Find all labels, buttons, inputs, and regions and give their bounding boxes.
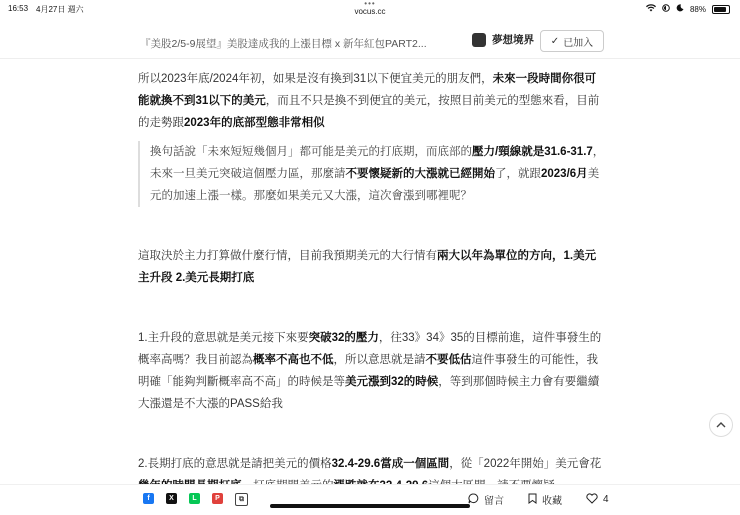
battery-icon: [712, 5, 730, 14]
bold-run: 2023年的底部型態非常相似: [184, 117, 325, 129]
focus-icon: [662, 4, 670, 14]
x-icon[interactable]: X: [166, 493, 177, 504]
article-title[interactable]: 『美股2/5-9展望』美股達成我的上漲目標 x 新年紅包PART2...: [140, 38, 427, 50]
author-block[interactable]: [472, 32, 534, 47]
text-run: 這件事發生的可能性，我明確「能夠判斷概率高不高」的時候是等: [138, 354, 598, 388]
text-run: 了，就跟: [495, 168, 541, 180]
article-body: [138, 68, 606, 497]
bold-run: 不要懷疑新的大漲就已經開始: [345, 168, 495, 180]
bold-run: 32.4-29.6當成一個區間: [331, 458, 450, 470]
url-label[interactable]: vocus.cc: [354, 7, 386, 16]
bold-run: 不要低估: [425, 354, 472, 366]
bookmark-button[interactable]: [528, 492, 562, 507]
status-bar: [0, 0, 740, 18]
battery-percent: 88%: [689, 4, 706, 14]
bottom-action-bar: [0, 484, 740, 515]
plurk-icon[interactable]: P: [212, 493, 223, 504]
comment-button[interactable]: [468, 492, 504, 507]
wifi-icon: [646, 4, 656, 14]
bold-run: 概率不高也不低: [253, 354, 334, 366]
text-run: 這取決於主力打算做什麼行情，目前我預期美元的大行情有: [138, 250, 437, 262]
bookmark-icon: [528, 493, 537, 507]
like-count: 4: [603, 494, 609, 505]
moon-icon: [676, 4, 684, 14]
article-header: [0, 26, 740, 59]
share-icons: [143, 493, 248, 506]
bold-run: 2023/6月: [541, 168, 588, 180]
status-time: 16:53: [8, 4, 29, 13]
text-run: 美元的加速上漲一樣。那麼如果美元又大漲，這次會漲到哪裡呢？: [150, 168, 600, 202]
author-name[interactable]: 夢想境界: [492, 34, 534, 46]
article-actions: [468, 492, 609, 507]
chevron-up-icon: [716, 420, 726, 431]
bold-run: 美元漲到32的時候: [345, 376, 439, 388]
text-run: 所以2023年底/2024年初，如果是沒有換到31以下便宜美元的朋友們，: [138, 73, 493, 85]
copy-link-icon[interactable]: ⧉: [235, 493, 248, 506]
bookmark-label: 收藏: [542, 496, 562, 507]
comment-label: 留言: [484, 496, 504, 507]
facebook-icon[interactable]: f: [143, 493, 154, 504]
bold-run: 壓力/頸線就是31.6-31.7: [472, 146, 593, 158]
like-button[interactable]: [586, 493, 609, 507]
check-icon: ✓: [550, 35, 560, 47]
paragraph-2: [138, 245, 606, 289]
heart-icon: [586, 493, 598, 507]
text-run: ，所以意思就是請: [333, 354, 426, 366]
bold-run: 突破32的壓力: [308, 332, 379, 344]
paragraph-1: [138, 68, 606, 134]
text-run: ，而且不只是換不到便宜的美元，按照目前美元的型態來看，目前的走勢跟: [138, 95, 600, 129]
text-run: ，等到那個時候主力會有要繼續大漲還是不大漲的PASS給我: [138, 376, 600, 410]
bold-run: 兩大以年為單位的方向，1.美元主升段 2.美元長期打底: [138, 250, 597, 284]
text-run: ，從「2022年開始」美元會花: [449, 458, 602, 470]
home-indicator[interactable]: [270, 504, 470, 508]
text-run: ，往33》34》35的目標前進，這件事發生的概率高嗎？我目前認為: [138, 332, 602, 366]
status-date: 4月27日 週六: [36, 5, 84, 14]
text-run: 1.主升段的意思就是美元接下來要: [138, 332, 309, 344]
text-run: 2.長期打底的意思就是請把美元的價格: [138, 458, 332, 470]
text-run: 換句話說「未來短短幾個月」都可能是美元的打底期，而底部的: [150, 146, 472, 158]
line-icon[interactable]: L: [189, 493, 200, 504]
bold-run: 未來一段時間你很可能就換不到31以下的美元: [138, 73, 597, 107]
blockquote: [138, 141, 606, 207]
joined-label: 已加入: [563, 37, 594, 49]
more-dots-icon[interactable]: •••: [364, 0, 376, 8]
joined-button[interactable]: [540, 30, 604, 52]
paragraph-3: [138, 327, 606, 415]
scroll-top-button[interactable]: [709, 413, 733, 437]
avatar[interactable]: [472, 33, 486, 47]
text-run: ，未來一旦美元突破這個壓力區，那麼請: [150, 146, 605, 180]
